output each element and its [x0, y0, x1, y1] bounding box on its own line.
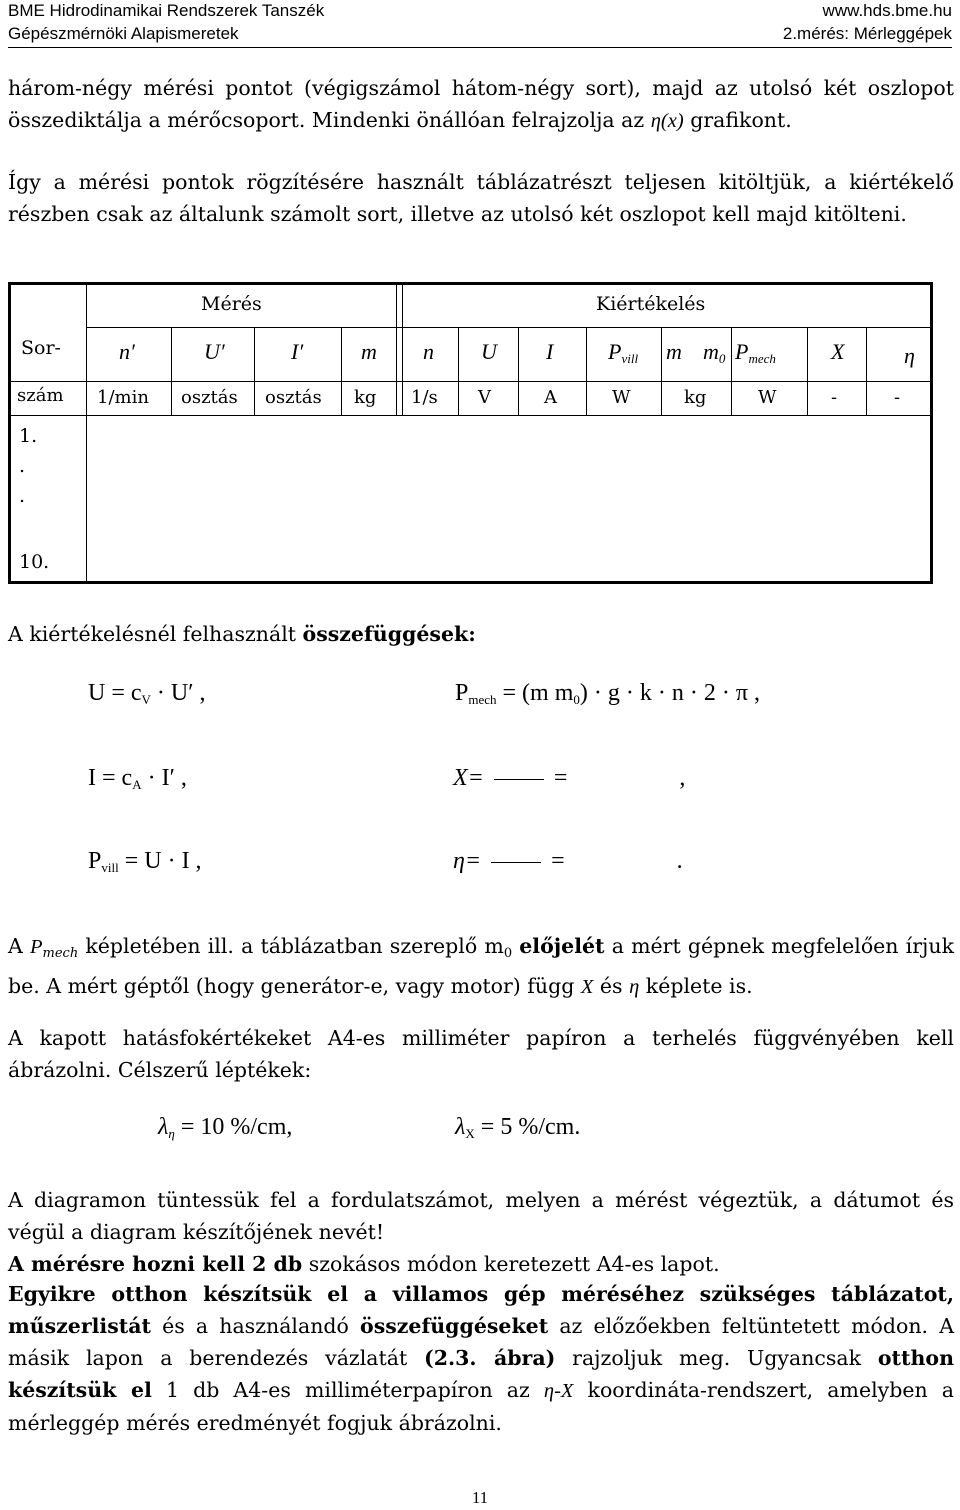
formula-i: $I = c_A \cdot I'$ ,: [88, 765, 187, 792]
intro-paragraph-1: három-négy mérési pontot (végigszámol hátom-négy sort), majd az utolsó két oszlopot összediktálja a mérőcsoport. Mindenki önállóan felrajzolja az η(x) grafikont.: [8, 76, 954, 132]
unit-x: -: [831, 387, 838, 408]
header-rule: [8, 47, 952, 48]
symbol-i: I: [546, 339, 554, 364]
row-header-sor: Sor-: [21, 337, 61, 359]
symbol-m: m: [361, 339, 377, 364]
symbol-u: U: [481, 339, 497, 364]
group-header-meres: Mérés: [201, 293, 262, 315]
symbol-p-mech: $P_{mech}$: [735, 339, 776, 366]
header-website[interactable]: www.hds.bme.hu: [822, 1, 952, 20]
row-ellipsis-2: .: [19, 485, 26, 507]
header-chapter: 2.mérés: Mérleggépek: [782, 24, 952, 43]
symbol-m0: $m_0$: [703, 339, 726, 366]
formula-p-mech: $P_{mech} = (m$ $m_0) \cdot g \cdot k \cdot n \cdot 2 \cdot \pi$ ,: [455, 680, 760, 707]
unit-eta: -: [894, 387, 901, 408]
notes-paragraph-1: A $P_{mech}$ képletében ill. a táblázatban szereplő $m_0$ előjelét a mért gépnek megfelelően írjuk be. A mért géptől (hogy generátor-e, vagy motor) függ X és η képlete is.: [8, 934, 954, 998]
symbol-i-prime: I′: [291, 339, 304, 364]
notes-paragraph-2: A kapott hatásfokértékeket A4-es milliméter papíron a terhelés függvényében kell ábrázolni. Célszerű léptékek:: [8, 1026, 954, 1082]
closing-paragraph-1: A diagramon tüntessük fel a fordulatszámot, melyen a mérést végeztük, a dátumot és végül a diagram készítőjének nevét!: [8, 1188, 954, 1244]
symbol-p-vill: $P_{vill}$: [608, 339, 639, 366]
scale-eta: $\lambda_\eta = 10$ %/cm,: [158, 1114, 293, 1141]
formula-p-vill: $P_{vill} = U \cdot I$ ,: [88, 848, 202, 875]
unit-u-prime: osztás: [181, 387, 238, 408]
unit-n-prime: 1/min: [97, 387, 149, 408]
symbol-m-2: m: [666, 339, 682, 364]
group-header-kiertekeles: Kiértékelés: [596, 293, 706, 315]
unit-m-m0: kg: [684, 387, 707, 408]
unit-i: A: [544, 387, 557, 408]
formula-eta: η= = .: [453, 848, 683, 874]
unit-p-vill: W: [612, 387, 631, 408]
symbol-n: n: [423, 339, 434, 364]
symbol-x: X: [831, 339, 845, 364]
page-number: 11: [471, 1488, 489, 1507]
formulas-intro: A kiértékelésnél felhasznált összefüggések:: [8, 622, 476, 646]
formula-u: $U = c_V \cdot U'$ ,: [88, 680, 206, 707]
unit-u: V: [478, 387, 491, 408]
unit-n: 1/s: [411, 387, 438, 408]
symbol-n-prime: n′: [119, 339, 135, 364]
header-institution: BME Hidrodinamikai Rendszerek Tanszék: [8, 1, 325, 20]
formula-x: X= = ,: [453, 765, 686, 791]
unit-p-mech: W: [758, 387, 777, 408]
closing-paragraph-3: Egyikre otthon készítsük el a villamos gép méréséhez szükséges táblázatot, műszerlistát és a használandó összefüggéseket az előzőekben feltüntetett módon. A másik lapon a berendezés vázlatát (2.3. ábra) rajzoljuk meg. Ugyancsak otthon készítsük el 1 db A4-es milliméterpapíron az η-X koordináta-rendszert, amelyben a mérleggép mérés eredményét fogjuk ábrázolni.: [8, 1282, 954, 1435]
measurement-table: [8, 282, 933, 584]
scale-x: $\lambda_X = 5$ %/cm.: [455, 1114, 581, 1141]
header-course: Gépészmérnöki Alapismeretek: [8, 24, 239, 43]
row-number-first: 1.: [19, 425, 38, 447]
intro-paragraph-2: Így a mérési pontok rögzítésére használt táblázatrészt teljesen kitöltjük, a kiértékelő részben csak az általunk számolt sort, illetve az utolsó két oszlopot kell majd kitölteni.: [8, 170, 954, 226]
eta-of-x-formula: η(x): [650, 110, 684, 132]
unit-i-prime: osztás: [265, 387, 322, 408]
row-ellipsis-1: .: [19, 455, 26, 477]
row-number-last: 10.: [19, 551, 50, 573]
closing-paragraph-2: A mérésre hozni kell 2 db szokásos módon keretezett A4-es lapot.: [8, 1252, 720, 1276]
row-header-szam: szám: [17, 385, 64, 406]
symbol-eta: η: [904, 343, 915, 368]
symbol-u-prime: U′: [204, 339, 225, 364]
unit-m: kg: [354, 387, 377, 408]
